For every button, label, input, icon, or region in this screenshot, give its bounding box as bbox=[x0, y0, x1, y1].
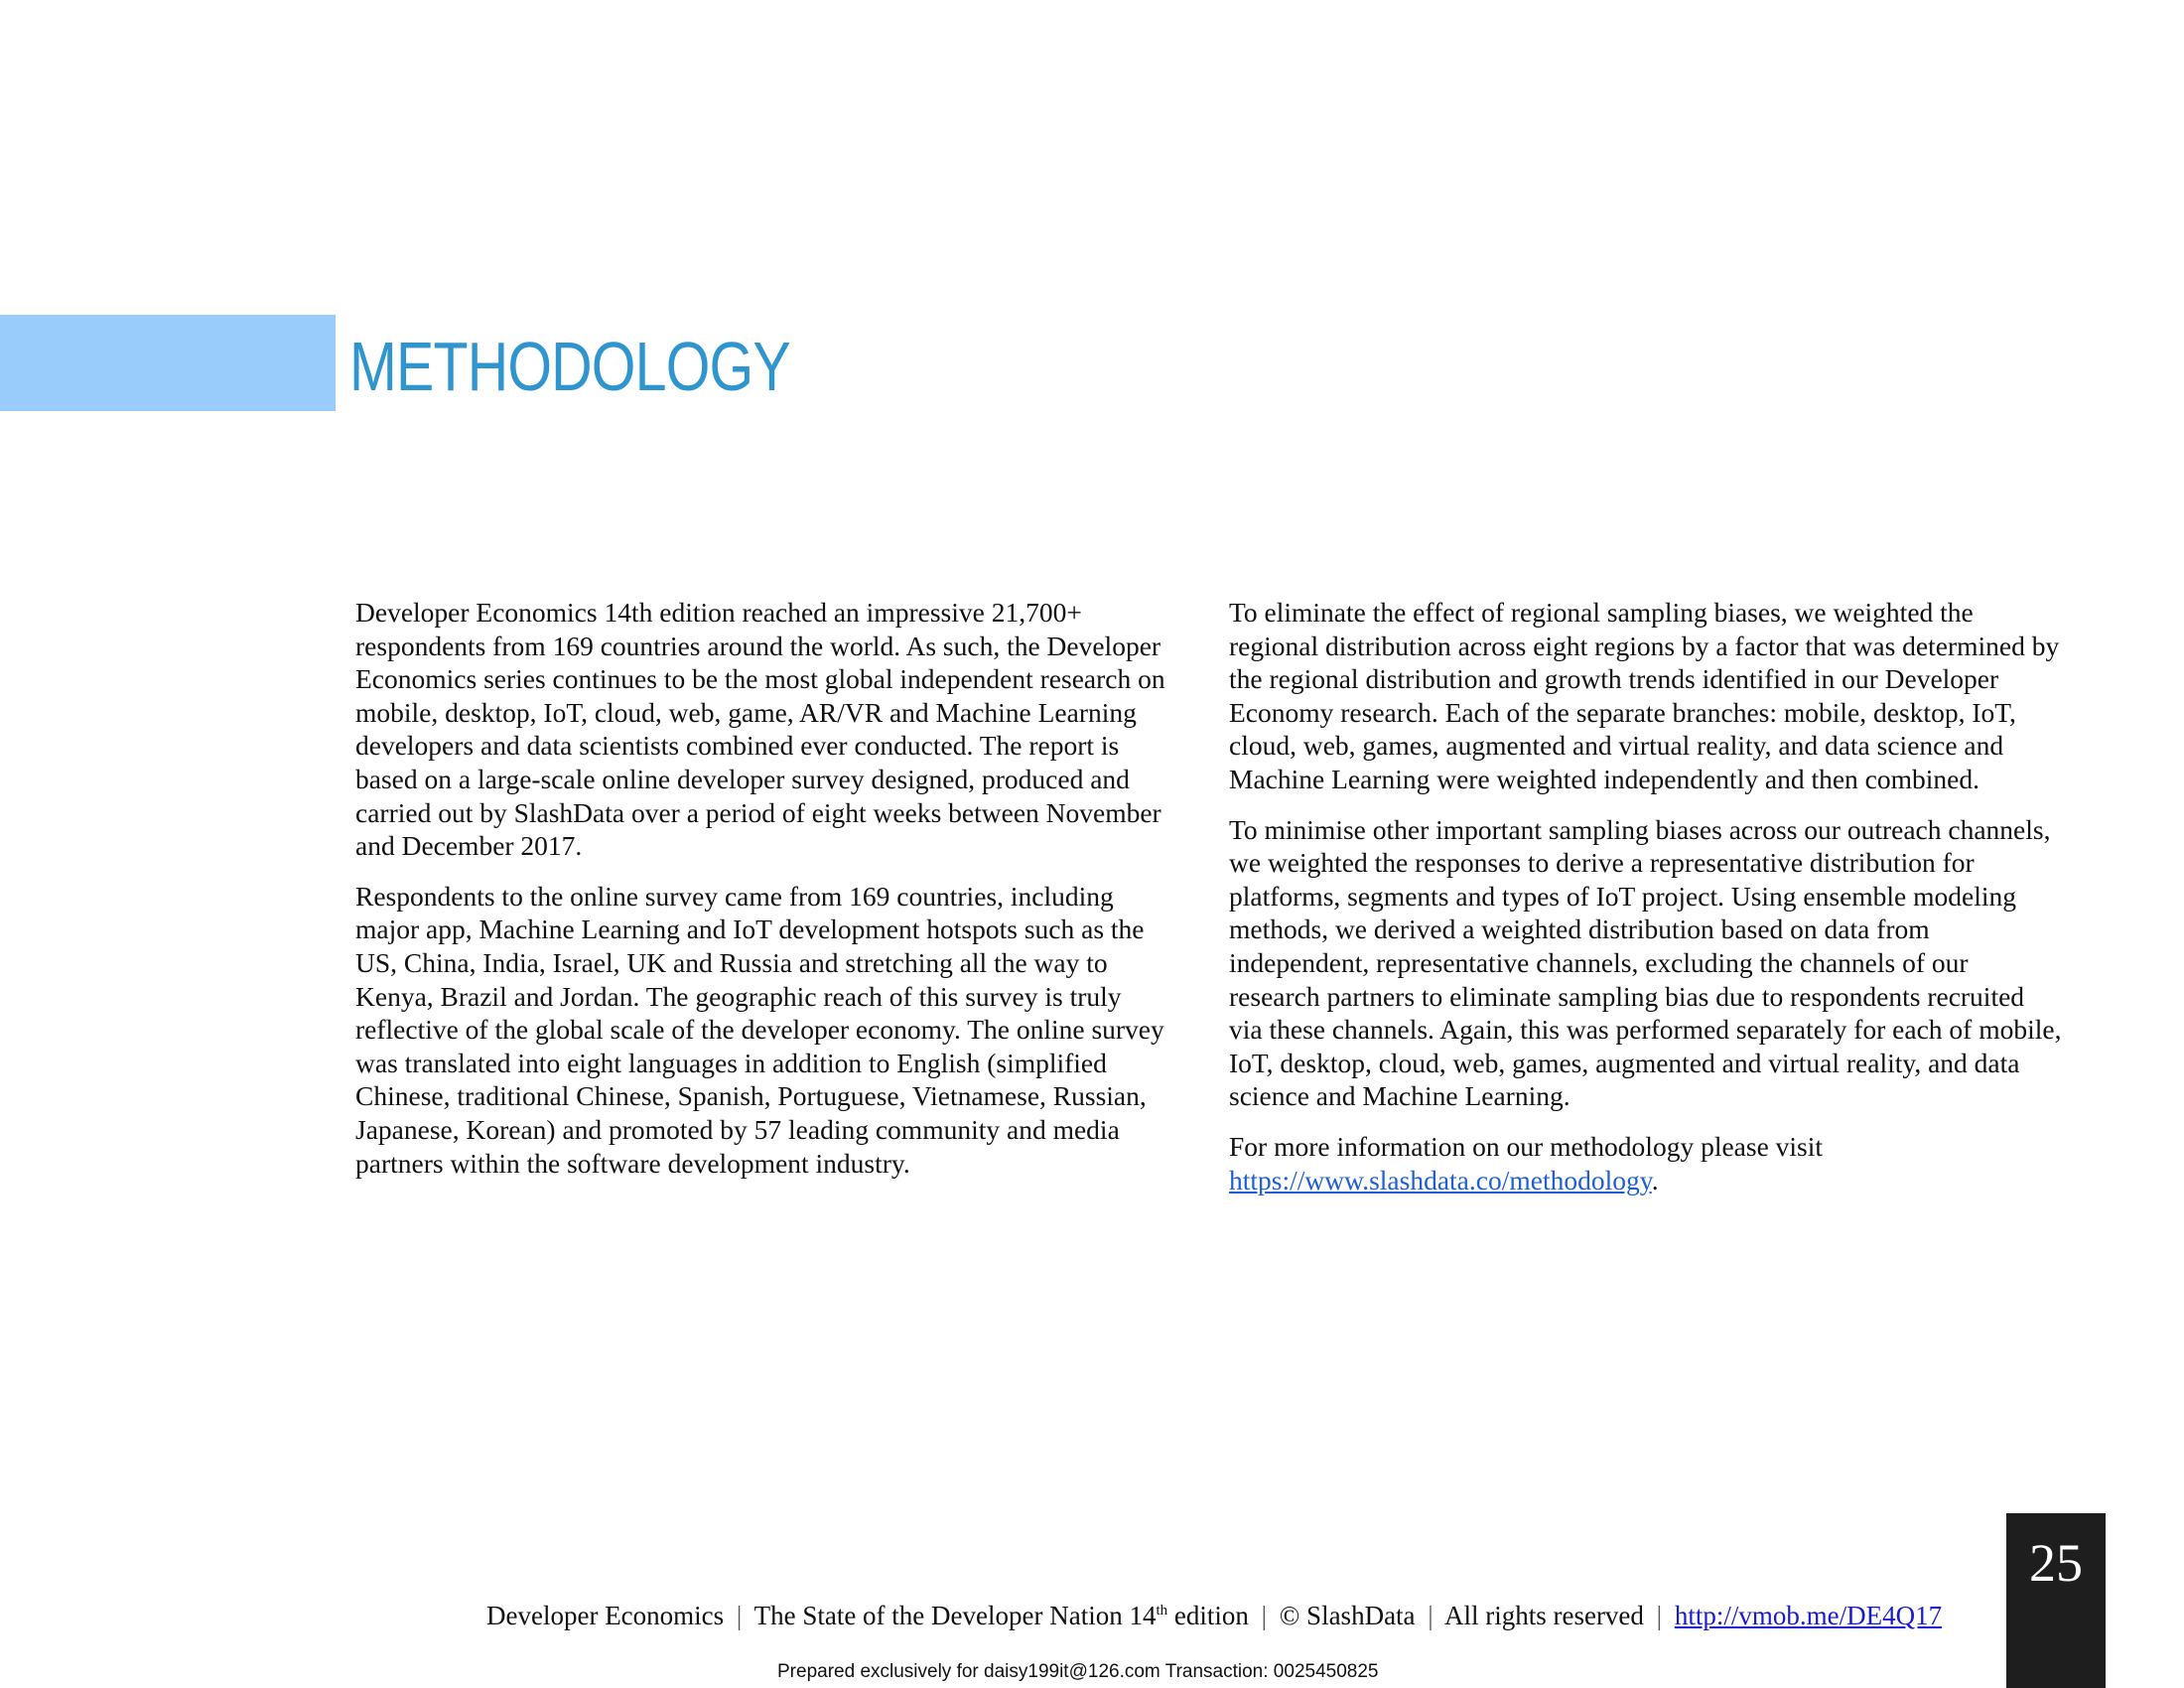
paragraph: To eliminate the effect of regional sampling biases, we weighted the regional distribution across eight regions by a factor that was determined by the regional distribution and growth trends identified in our Developer Economy research. Each of the separate branches: mobile, desktop, IoT, cloud, web, games, augmented and virtual reality, and data science and Machine Learning were weighted independently and then combined. bbox=[1229, 597, 2060, 794]
methodology-link[interactable]: https://www.slashdata.co/methodology bbox=[1229, 1164, 1652, 1196]
right-column bbox=[1229, 596, 2063, 1213]
prepared-for-watermark: Prepared exclusively for daisy199it@126.com Transaction: 0025450825 bbox=[777, 1661, 1379, 1682]
footer-report-title bbox=[754, 1601, 1249, 1630]
page-number: 25 bbox=[2029, 1533, 2083, 1593]
paragraph: To minimise other important sampling biases across our outreach channels, we weighted the responses to derive a representative distribution for platforms, segments and types of IoT project. Using ensemble modeling methods, we derived a weighted distribution based on data from independent, representative channels, excluding the channels of our research partners to eliminate sampling bias due to respondents recruited via these channels. Again, this was performed separately for each of mobile, IoT, desktop, cloud, web, games, augmented and virtual reality, and data science and Machine Learning. bbox=[1229, 813, 2062, 1112]
paragraph: Respondents to the online survey came from 169 countries, including major app, Machine Learning and IoT development hotspots such as the US, China, India, Israel, UK and Russia and stretching all the way to Kenya, Brazil and Jordan. The geographic reach of this survey is truly reflective of the global scale of the developer economy. The online survey was translated into eight languages in addition to English (simplified Chinese, traditional Chinese, Spanish, Portuguese, Vietnamese, Russian, Japanese, Korean) and promoted by 57 leading community and media partners within the software development industry. bbox=[355, 880, 1164, 1179]
footer bbox=[486, 1599, 1942, 1632]
footer-separator: | bbox=[1261, 1601, 1268, 1630]
footer-separator: | bbox=[1656, 1601, 1663, 1630]
footer-brand: Developer Economics bbox=[486, 1601, 725, 1630]
footer-link[interactable]: http://vmob.me/DE4Q17 bbox=[1674, 1601, 1943, 1630]
page-title: METHODOLOGY bbox=[349, 328, 790, 405]
more-info-text: For more information on our methodology please visit bbox=[1229, 1130, 1824, 1162]
page-number-box bbox=[2006, 1513, 2106, 1688]
paragraph: Developer Economics 14th edition reached an impressive 21,700+ respondents from 169 countries around the world. As such, the Developer Economics series continues to be the most global independent research on mobile, desktop, IoT, cloud, web, game, AR/VR and Machine Learning developers and data scientists combined ever conducted. The report is based on a large-scale online developer survey designed, produced and carried out by SlashData over a period of eight weeks between November and December 2017. bbox=[355, 597, 1165, 862]
title-accent-bar bbox=[0, 315, 336, 411]
footer-report-title-end: edition bbox=[1167, 1601, 1249, 1630]
more-info-paragraph bbox=[1229, 1130, 2063, 1196]
footer-rights: All rights reserved bbox=[1443, 1601, 1644, 1630]
footer-report-title-sup: th bbox=[1156, 1603, 1168, 1618]
footer-report-title-main: The State of the Developer Nation 14 bbox=[753, 1601, 1157, 1630]
more-info-period: . bbox=[1651, 1164, 1659, 1196]
footer-separator: | bbox=[1428, 1601, 1433, 1630]
left-column bbox=[355, 596, 1179, 1196]
footer-separator: | bbox=[736, 1601, 743, 1630]
footer-copyright: © SlashData bbox=[1279, 1601, 1416, 1630]
